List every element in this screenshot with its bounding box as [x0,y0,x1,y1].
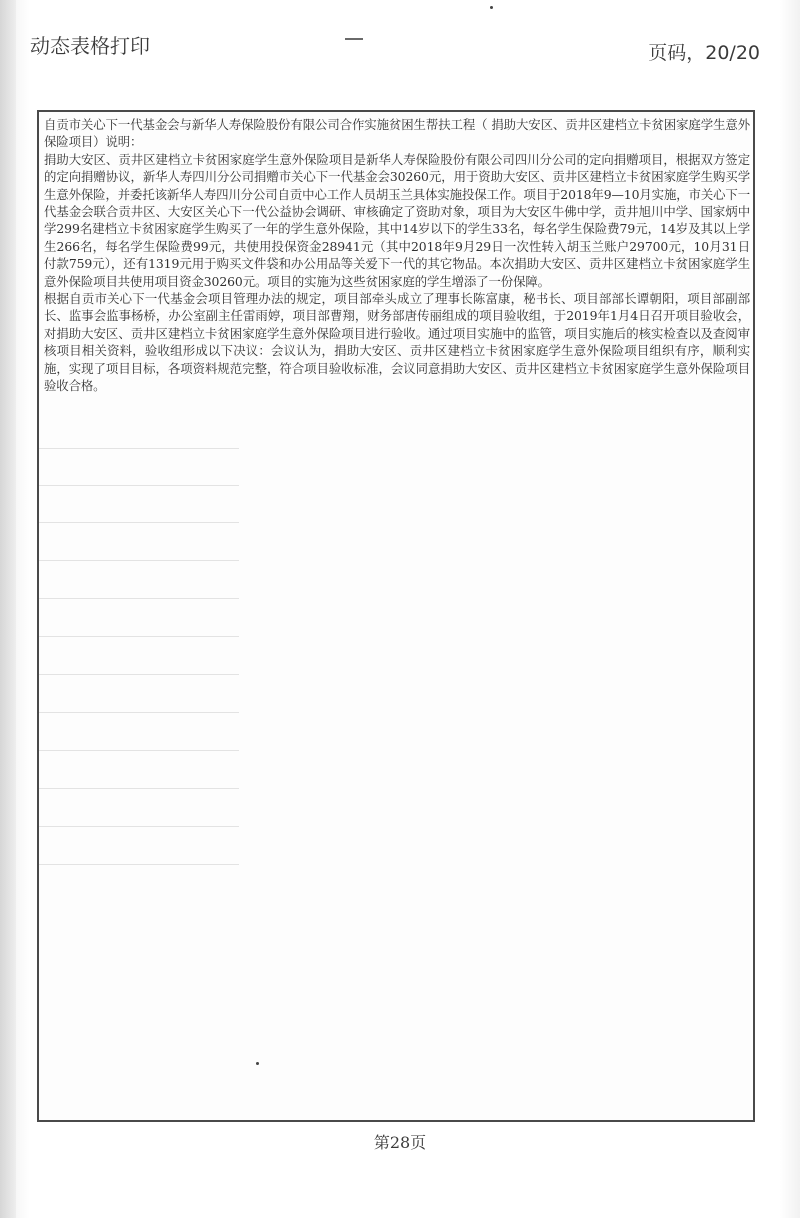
print-title: 动态表格打印 [30,34,150,58]
page-indicator: 页码，20/20 [648,42,760,64]
document-heading-paragraph: 自贡市关心下一代基金会与新华人寿保险股份有限公司合作实施贫困生帮扶工程（ 捐助大安区、贡井区建档立卡贫困家庭学生意外保险项目）说明： [44,117,750,150]
scan-speck [256,1062,259,1065]
page-number: 第28页 [373,1133,427,1152]
document-paragraph-project-implementation: 捐助大安区、贡井区建档立卡贫困家庭学生意外保险项目是新华人寿保险股份有限公司四川分公司的定向捐赠项目，根据双方签定的定向捐赠协议，新华人寿四川分公司捐赠市关心下一代基金会30260元，用于资助大安区、贡井区建档立卡贫困家庭学生购买学生意外保险，并委托该新华人寿四川分公司自贡中心工作人员胡玉兰具体实施投保工作。项目于2018年9—10月实施，市关心下一代基金会联合贡井区、大安区关心下一代公益协会调研、审核确定了资助对象，项目为大安区牛佛中学，贡井旭川中学、国家炳中学299名建档立卡贫困家庭学生购买了一年的学生意外保险，其中14岁以下的学生33名，每名学生保险费79元，14岁及其以上学生266名，每名学生保险费99元，共使用投保资金28941元（其中2018年9月29日一次性转入胡玉兰账户29700元，10月31日付款759元），还有1319元用于购买文件袋和办公用品等关爱下一代的其它物品。本次捐助大安区、贡井区建档立卡贫困家庭学生意外保险项目共使用项目资金30260元。项目的实施为这些贫困家庭的学生增添了一份保障。 [44,151,750,289]
scan-speck [490,6,493,9]
document-body [44,116,750,395]
scan-shadow-edge [0,0,16,1218]
document-paragraph-acceptance: 根据自贡市关心下一代基金会项目管理办法的规定，项目部牵头成立了理事长陈富康，秘书长、项目部部长谭朝阳，项目部副部长、监事会监事杨桥，办公室副主任雷雨婷，项目部曹翔，财务部唐传丽组成的项目验收组，于2019年1月4日召开项目验收会，对捐助大安区、贡井区建档立卡贫困家庭学生意外保险项目进行验收。通过项目实施中的监管，项目实施后的核实检查以及查阅审核项目相关资料，验收组形成以下决议：会议认为，捐助大安区、贡井区建档立卡贫困家庭学生意外保险项目组织有序，顺利实施，实现了项目目标，各项资料规范完整，符合项目验收标准，会议同意捐助大安区、贡井区建档立卡贫困家庭学生意外保险项目验收合格。 [44,291,750,394]
header-mark [345,38,363,40]
